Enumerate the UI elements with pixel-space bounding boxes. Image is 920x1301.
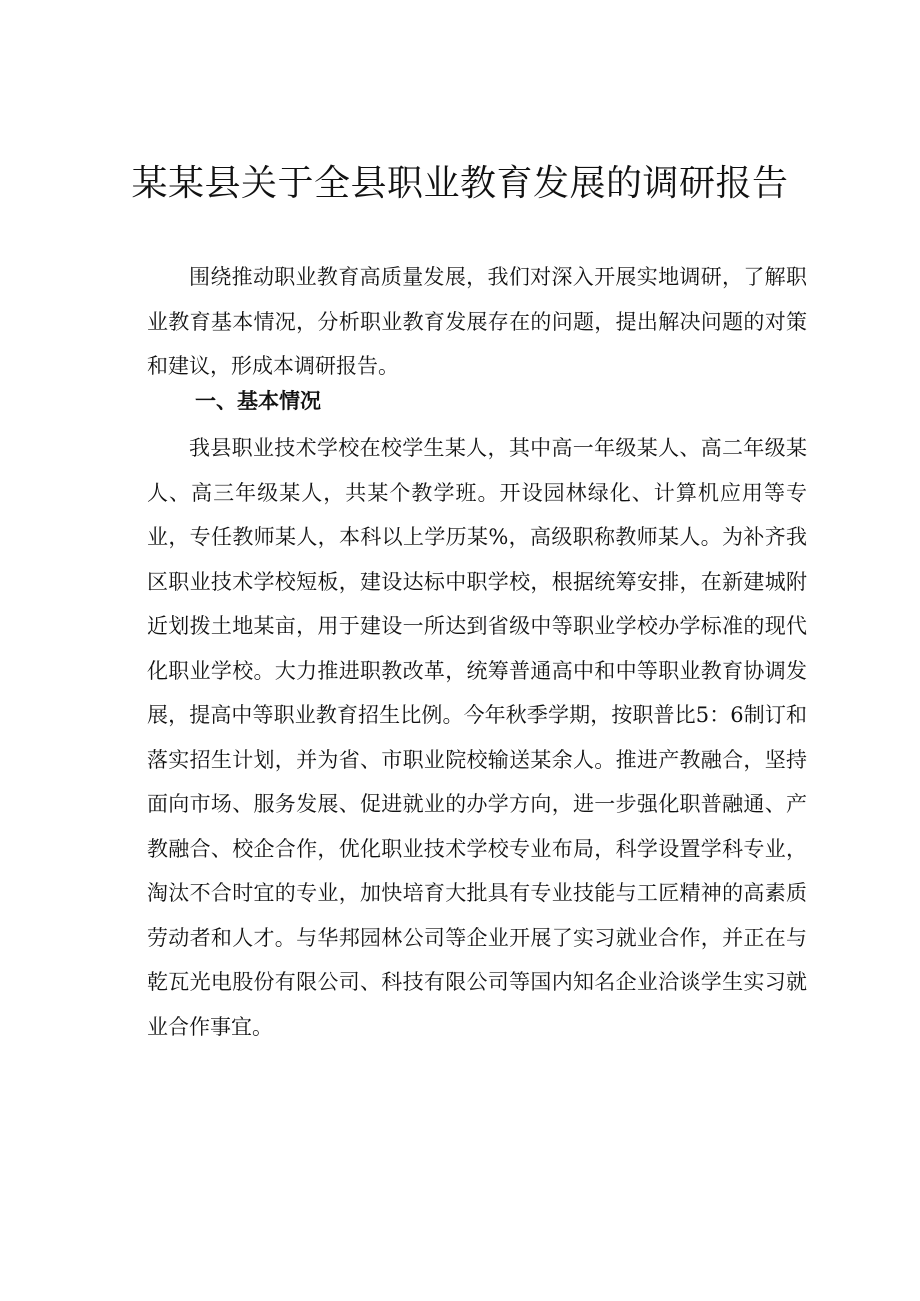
section-heading-basic-situation: 一、基本情况 [195,389,321,413]
intro-paragraph: 围绕推动职业教育高质量发展，我们对深入开展实地调研，了解职业教育基本情况，分析职业教育发展存在的问题，提出解决问题的对策和建议，形成本调研报告。 [147,265,807,378]
basic-situation-paragraph: 我县职业技术学校在校学生某人，其中高一年级某人、高二年级某人、高三年级某人，共某个教学班。开设园林绿化、计算机应用等专业，专任教师某人，本科以上学历某%，高级职称教师某人。为补齐我区职业技术学校短板，建设达标中职学校，根据统筹安排，在新建城附近划拨土地某亩，用于建设一所达到省级中等职业学校办学标准的现代化职业学校。大力推进职教改革，统筹普通高中和中等职业教育协调发展，提高中等职业教育招生比例。今年秋季学期，按职普比5：6制订和落实招生计划，并为省、市职业院校输送某余人。推进产教融合，坚持面向市场、服务发展、促进就业的办学方向，进一步强化职普融通、产教融合、校企合作，优化职业技术学校专业布局，科学设置学科专业，淘汰不合时宜的专业，加快培育大批具有专业技能与工匠精神的高素质劳动者和人才。与华邦园林公司等企业开展了实习就业合作，并正在与乾瓦光电股份有限公司、科技有限公司等国内知名企业洽谈学生实习就业合作事宜。 [147,436,807,1039]
document-title: 某某县关于全县职业教育发展的调研报告 [131,163,789,204]
